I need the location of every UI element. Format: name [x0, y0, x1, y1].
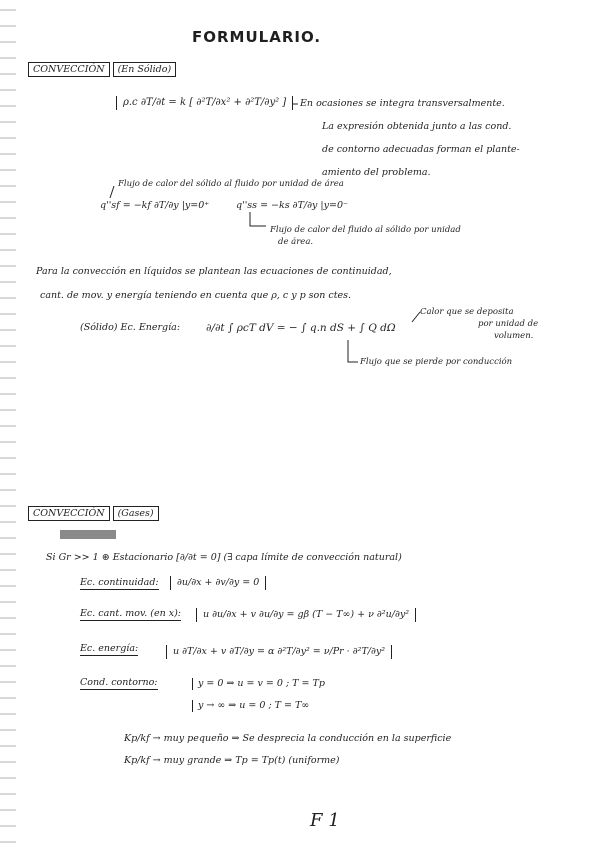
binder-holes	[0, 0, 16, 848]
heat-generated-note-1: Calor que se deposita	[420, 307, 514, 317]
momentum-equation: u ∂u/∂x + v ∂u/∂y = gβ (T − T∞) + ν ∂²u/∂y²	[196, 608, 416, 622]
gas-energy-label: Ec. energía:	[80, 643, 139, 654]
side-note-line-3: de contorno adecuadas forman el plante-	[322, 144, 520, 155]
section2-heading-note: (Gases)	[113, 506, 159, 521]
section1-heading: CONVECCIÓN	[28, 62, 110, 77]
continuity-equation: ∂u/∂x + ∂v/∂y = 0	[170, 576, 266, 590]
flux-fluid-label-2: de área.	[278, 237, 314, 247]
flux-fluid-equation: q''ss = −ks ∂T/∂y |y=0⁻	[236, 200, 349, 211]
kp-large-note: Kp/kf → muy grande ⇒ Tp = Tp(t) (uniforme)	[124, 755, 340, 766]
section2-heading: CONVECCIÓN	[28, 506, 110, 521]
page-title: FORMULARIO.	[192, 28, 322, 46]
redacted-mark	[60, 530, 116, 539]
liquids-energy-equation: ∂/∂t ∫ ρcT dV = − ∫ q.n dS + ∫ Q dΩ	[206, 322, 396, 334]
kp-small-note: Kp/kf → muy pequeño ⇒ Se desprecia la conducción en la superficie	[124, 733, 452, 744]
flux-solid-equation: q''sf = −kf ∂T/∂y |y=0⁺	[100, 200, 210, 211]
section1-heading-note: (En Sólido)	[113, 62, 177, 77]
section2-header	[28, 508, 159, 520]
page-number: F 1	[310, 810, 340, 831]
boundary-condition-1: y = 0 ⇒ u = v = 0 ; T = Tp	[192, 678, 325, 690]
solid-energy-equation: ρ.c ∂T/∂t = k [ ∂²T/∂x² + ∂²T/∂y² ]	[116, 96, 293, 110]
heat-generated-note-3: volumen.	[494, 331, 534, 341]
liquids-energy-label: (Sólido) Ec. Energía:	[80, 322, 181, 333]
liquids-line-1: Para la convección en líquidos se plantean las ecuaciones de continuidad,	[36, 266, 392, 277]
conduction-arrow	[348, 340, 358, 362]
side-note-line-2: La expresión obtenida junto a las cond.	[322, 121, 512, 132]
conduction-note: Flujo que se pierde por conducción	[360, 357, 513, 367]
boundary-conditions-label: Cond. contorno:	[80, 677, 158, 688]
flux-solid-arrow	[110, 186, 114, 198]
boundary-condition-2: y → ∞ ⇒ u = 0 ; T = T∞	[192, 700, 309, 712]
flux-fluid-label-1: Flujo de calor del fluido al sólido por unidad	[270, 225, 461, 235]
heat-generated-note-2: por unidad de	[478, 319, 539, 329]
continuity-label: Ec. continuidad:	[80, 577, 159, 588]
section1-header	[28, 64, 176, 76]
side-note-line-1: En ocasiones se integra transversalmente.	[300, 98, 505, 109]
heat-generated-arrow	[412, 312, 420, 322]
gases-condition: Si Gr >> 1 ⊛ Estacionario [∂/∂t = 0] (∃ capa límite de convección natural)	[46, 552, 402, 563]
side-note-line-4: amiento del problema.	[322, 167, 431, 178]
liquids-line-2: cant. de mov. y energía teniendo en cuenta que ρ, c y p son ctes.	[40, 290, 352, 301]
flux-fluid-arrow	[250, 212, 266, 226]
gas-energy-equation: u ∂T/∂x + v ∂T/∂y = α ∂²T/∂y² = ν/Pr · ∂²T/∂y²	[166, 645, 392, 659]
flux-solid-label: Flujo de calor del sólido al fluido por unidad de área	[118, 179, 344, 189]
momentum-label: Ec. cant. mov. (en x):	[80, 608, 181, 619]
